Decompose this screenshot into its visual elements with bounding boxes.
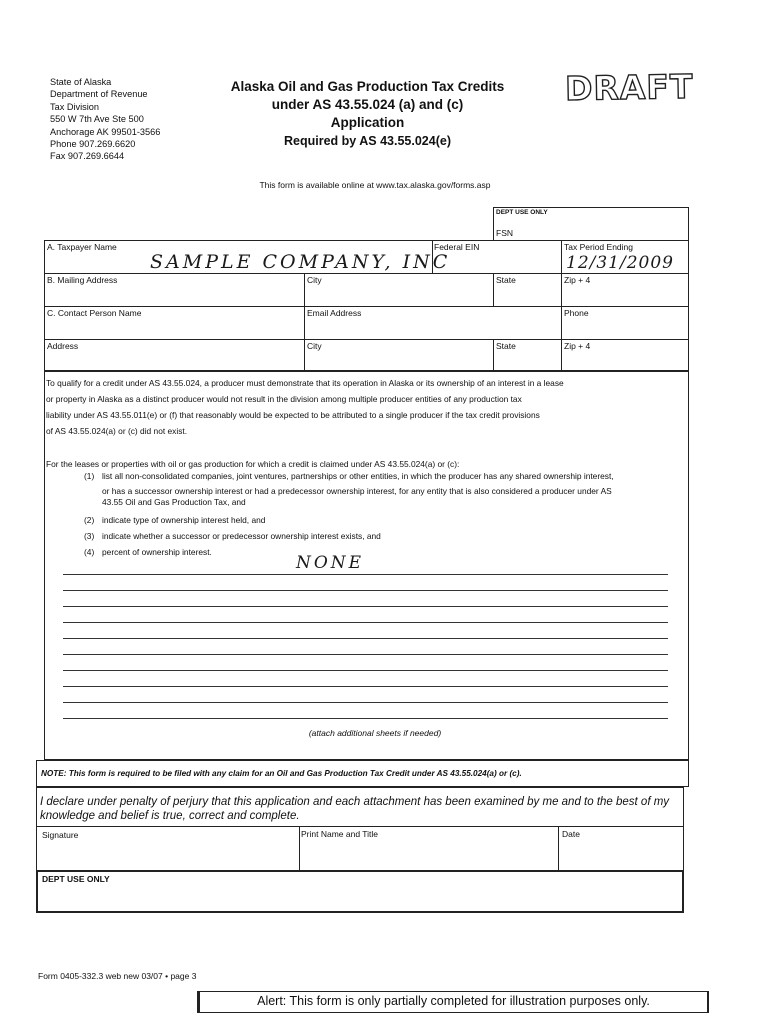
- dept-use-bottom-box: [36, 871, 684, 913]
- item-2-number: (2): [84, 515, 95, 525]
- agency-line: Tax Division: [50, 101, 100, 112]
- signature-field[interactable]: [38, 840, 297, 869]
- city-label: City: [307, 275, 322, 285]
- writing-line[interactable]: [63, 718, 668, 719]
- date-label: Date: [562, 829, 580, 839]
- writing-line[interactable]: [63, 686, 668, 687]
- grid-rule: [561, 240, 562, 371]
- qualify-line-2: or property in Alaska as a distinct producer would not result in the division among multiple producer entities of any production tax: [46, 394, 522, 404]
- qualify-line-1: To qualify for a credit under AS 43.55.024, a producer must demonstrate that its operation in Alaska or its ownership of an interest in a lease: [46, 378, 564, 388]
- writing-line[interactable]: [63, 574, 668, 575]
- phone-label: Phone: [564, 308, 589, 318]
- zip-label-2: Zip + 4: [564, 341, 591, 351]
- item-1-number: (1): [84, 471, 95, 481]
- agency-line: Fax 907.269.6644: [50, 151, 125, 162]
- agency-line: State of Alaska: [50, 77, 112, 87]
- item-4-text: percent of ownership interest.: [102, 547, 212, 557]
- grid-rule: [493, 339, 494, 371]
- ownership-response[interactable]: NONE: [296, 553, 365, 573]
- leases-intro: For the leases or properties with oil or gas production for which a credit is claimed under AS 43.55.024(a) or (c):: [46, 459, 460, 469]
- tax-period-label: Tax Period Ending: [564, 242, 633, 252]
- item-1-text: 43.55 Oil and Gas Production Tax, and: [102, 497, 246, 507]
- alert-box: [197, 991, 709, 1013]
- grid-rule: [493, 273, 494, 306]
- title-line-2: under AS 43.55.024 (a) and (c): [271, 97, 464, 112]
- dept-use-title: DEPT USE ONLY: [496, 209, 548, 216]
- state-label-2: State: [496, 341, 516, 351]
- print-name-label: Print Name and Title: [301, 829, 379, 839]
- grid-rule: [36, 826, 684, 827]
- fsn-label: FSN: [496, 228, 513, 238]
- agency-line: Department of Revenue: [50, 89, 148, 100]
- note-text: NOTE: This form is required to be filed with any claim for an Oil and Gas Production Tax Credit under AS 43.55.024(a) or (c).: [41, 769, 522, 778]
- item-1-text: list all non-consolidated companies, joint ventures, partnerships or other entities, in which the producer has any shared ownership interest,: [102, 471, 614, 481]
- print-name-field[interactable]: [301, 840, 556, 869]
- grid-rule: [558, 826, 559, 871]
- writing-line[interactable]: [63, 654, 668, 655]
- form-title: [190, 78, 545, 150]
- address-label: Address: [47, 341, 79, 351]
- writing-line[interactable]: [63, 702, 668, 703]
- zip-label: Zip + 4: [564, 275, 591, 285]
- online-note: This form is available online at www.tax.alaska.gov/forms.asp: [259, 180, 491, 190]
- writing-line[interactable]: [63, 638, 668, 639]
- draft-stamp: DRAFT: [564, 66, 694, 109]
- grid-rule: [299, 826, 300, 871]
- tax-period-value[interactable]: 12/31/2009: [566, 253, 674, 273]
- agency-line: 550 W 7th Ave Ste 500: [50, 114, 144, 125]
- contact-person-label: C. Contact Person Name: [47, 308, 142, 318]
- federal-ein-label: Federal EIN: [434, 242, 480, 252]
- email-label: Email Address: [307, 308, 362, 318]
- item-1-text: or has a successor ownership interest or had a predecessor ownership interest, for any entity that is also considered a producer under AS: [102, 486, 612, 496]
- agency-line: Anchorage AK 99501-3566: [50, 126, 161, 137]
- mailing-address-label: B. Mailing Address: [47, 275, 118, 285]
- alert-text: Alert: This form is only partially completed for illustration purposes only.: [257, 994, 650, 1008]
- agency-address: [50, 76, 160, 163]
- writing-line[interactable]: [63, 622, 668, 623]
- grid-rule: [304, 273, 305, 371]
- item-3-text: indicate whether a successor or predecessor ownership interest exists, and: [102, 531, 381, 541]
- grid-rule: [44, 273, 689, 274]
- writing-line[interactable]: [63, 606, 668, 607]
- state-label: State: [496, 275, 516, 285]
- qualify-line-3: liability under AS 43.55.011(e) or (f) that reasonably would be expected to be attributed to a single producer if the tax credit provisions: [46, 410, 540, 420]
- item-4-number: (4): [84, 547, 95, 557]
- writing-line[interactable]: [63, 670, 668, 671]
- agency-line: Phone 907.269.6620: [50, 139, 136, 150]
- date-field[interactable]: [560, 840, 682, 869]
- form-footer: Form 0405-332.3 web new 03/07 • page 3: [38, 971, 197, 981]
- taxpayer-name-label: A. Taxpayer Name: [47, 242, 117, 252]
- note-box: [36, 760, 689, 787]
- taxpayer-name-value[interactable]: SAMPLE COMPANY, INC: [150, 251, 451, 273]
- required-by: Required by AS 43.55.024(e): [284, 134, 451, 148]
- dept-use-box: [493, 207, 689, 241]
- writing-line[interactable]: [63, 590, 668, 591]
- declaration-line-2: knowledge and belief is true, correct and complete.: [40, 810, 300, 822]
- item-2-text: indicate type of ownership interest held, and: [102, 515, 266, 525]
- dept-use-bottom-title: DEPT USE ONLY: [42, 874, 110, 884]
- grid-rule: [44, 339, 689, 340]
- attach-note: (attach additional sheets if needed): [308, 728, 442, 738]
- signature-label: Signature: [42, 830, 79, 840]
- item-3-number: (3): [84, 531, 95, 541]
- title-line-1: Alaska Oil and Gas Production Tax Credits: [230, 79, 505, 94]
- declaration-line-1: I declare under penalty of perjury that this application and each attachment has been examined by me and to the best of my: [40, 796, 670, 808]
- qualify-line-4: of AS 43.55.024(a) or (c) did not exist.: [46, 426, 188, 436]
- title-line-3: Application: [330, 115, 405, 130]
- grid-rule: [44, 306, 689, 307]
- city-label-2: City: [307, 341, 322, 351]
